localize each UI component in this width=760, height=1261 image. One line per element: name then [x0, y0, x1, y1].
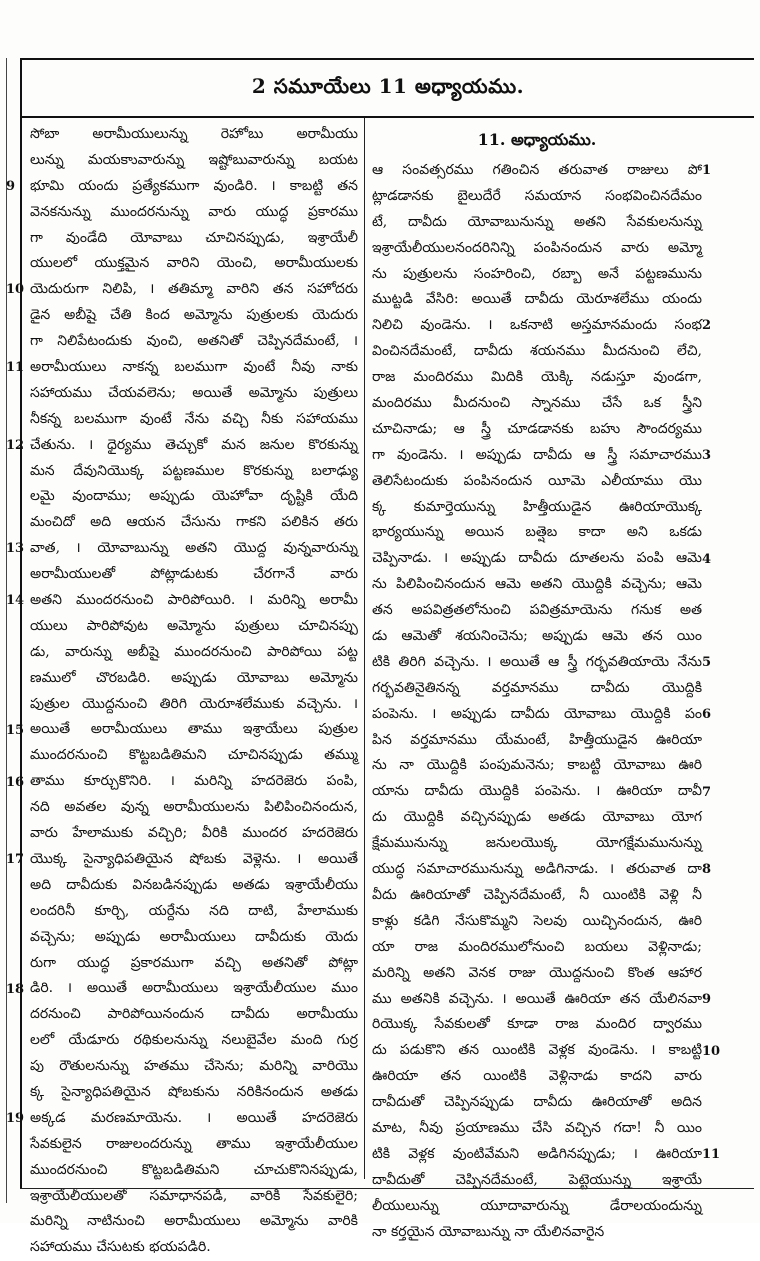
text-line: డు, వారున్ను అబీషై ముందరనుంచి పారిపోయి పట్ట — [30, 643, 358, 660]
text-line: భూమి యందు ప్రత్యేకముగా వుండిరి. ౹ కాబట్టి తన — [30, 177, 358, 194]
verse-number: 8 — [702, 862, 712, 878]
verse-number: 4 — [702, 551, 712, 567]
text-line: అరామీయులతో పోట్లాడుటకు చేరగానే వారు — [30, 566, 358, 583]
text-line: లీయులున్ను యూదావారున్ను డేరాలయందున్ను — [372, 1197, 702, 1214]
text-line: తెలిసేటందుకు పంపినందున యీమె ఎలీయాము యొ — [372, 472, 702, 489]
text-line: ఊరియా తన యింటికి వెళ్లినాడు కాదని వారు — [372, 1068, 702, 1085]
text-line: గా నిలిపేటందుకు వుంచి, అతనితో చెప్పినదేమంటే, ౹ — [30, 333, 358, 350]
text-line: సోబా అరామీయులున్ను రెహోబు అరామీయు — [30, 126, 358, 142]
text-line: లలో యేడూరు రథికులనున్ను నలుబైవేల మంది గుర్ర — [30, 1032, 358, 1049]
verse-number: 16 — [6, 774, 25, 790]
verse-number: 11 — [6, 360, 25, 376]
text-line: క్షేమమునున్ను జనులయొక్క యోగక్షేమమునున్ను — [372, 835, 702, 852]
text-line: యుద్ధ సమాచారమునున్ను అడిగినాడు. ౹ తరువాత దా — [372, 861, 702, 878]
verse-number: 18 — [6, 981, 25, 997]
text-line: డైన అబీషై చేతి కింద అమ్మోను పుత్రులకు యెదురు — [30, 307, 358, 324]
text-line: దరనుంచి పారిపోయినందున దావీదు అరామీయు — [30, 1006, 358, 1023]
verse-number: 13 — [6, 541, 25, 557]
text-line: రాజ మందిరము మిదికి యెక్కి నడుస్తూ వుండగా, — [372, 369, 702, 386]
text-line: అక్కడ మరణమాయెను. ౹ అయితే హదరెజెరు — [30, 1109, 358, 1126]
text-line: రియొక్క సేవకులతో కూడా రాజ మందిర ద్వారము — [372, 1016, 702, 1033]
text-line: మరిన్ని నాటినుంచి అరామీయులు అమ్మోను వారికి — [30, 1213, 358, 1230]
bottom-border-rule — [20, 1188, 754, 1189]
text-line: టికి వెళ్లక వుంటివేమని అడిగినప్పుడు; ౹ ఊరియా — [372, 1145, 702, 1162]
text-line: గా వుండెను. ౹ అప్పుడు దావీదు ఆ స్త్రీ సమాచారము — [372, 446, 702, 463]
text-line: గా వుండేది యోవాబు చూచినప్పుడు, ఇశ్రాయేలీ — [30, 229, 358, 246]
text-line: చూచినాడు; ఆ స్త్రీ చూడడానకు బహు సౌందర్యము — [372, 420, 702, 437]
verse-number: 5 — [702, 655, 712, 671]
text-line: లమై వుందాము; అప్పుడు యెహోవా దృష్టికి యేది — [30, 488, 358, 505]
outer-margin-rule — [6, 58, 7, 1203]
text-line: యులు పారిపోవుట అమ్మోను పుత్రులు చూచినప్పు — [30, 617, 358, 634]
text-line: సేవకులైన రాజులందరున్ను తాము ఇశ్రాయేలీయుల — [30, 1135, 358, 1152]
text-line: ను పిలిపించినందున ఆమె అతని యొద్దికి వచ్చెను; ఆమె — [372, 576, 702, 593]
text-line: ట్లాడడానకు బైలుదేరే సమయాన సంభవించినదేమం — [372, 187, 702, 204]
text-line: టే, దావీదు యోవాబునున్ను అతని సేవకులనున్ను — [372, 213, 702, 230]
chapter-heading: 11. అధ్యాయము. — [477, 130, 597, 149]
verse-number: 19 — [6, 1111, 25, 1127]
verse-number: 11 — [702, 1147, 721, 1163]
text-line: దు పడుకొని తన యింటికి వెళ్లక వుండెను. ౹ కాబట్టి — [372, 1042, 702, 1059]
text-line: క్క కుమార్తెయున్ను హిత్తీయుడైన ఊరియాయొక్క — [372, 498, 702, 515]
text-line: అతని ముందరనుంచి పారిపోయిరి. ౹ మరిన్ని అరామీ — [30, 592, 358, 609]
text-line: సహాయము చేయవలెను; అయితే అమ్మోను పుత్రులు — [30, 384, 358, 401]
text-line: లున్ను మయకాువారున్ను ఇష్టోబువారున్ను బయట — [30, 151, 358, 168]
text-line: ను నా యొద్దికి పంపుమనెను; కాబట్టి యోవాబు ఊరి — [372, 757, 702, 774]
text-line: కాళ్లు కడిగి నేసుకొమ్మని సెలవు యిచ్చినందున, ఊరి — [372, 912, 702, 929]
text-line: పిన వర్తమానము యేమంటే, హిత్తీయుడైన ఊరియా — [372, 731, 702, 748]
text-line: ఇశ్రాయేలీయులనందరినిన్ని పంపినందున వారు అమ్మో — [372, 239, 702, 256]
text-line: భార్యయున్ను అయిన బత్షెబ కాదా అని ఒకడు — [372, 524, 702, 541]
text-line: ముట్టడి వేసిరి: అయితే దావీదు యెరూశలేము యందు — [372, 291, 702, 308]
text-line: అయితే అరామీయులు తాము ఇశ్రాయేలు పుత్రుల — [30, 721, 358, 738]
text-line: మాట, నీవు ప్రయాణము చేసి వచ్చిన గదా! నీ యిం — [372, 1119, 702, 1136]
verse-number: 14 — [6, 593, 25, 609]
text-line: ను పుత్రులను సంహరించి, రబ్బా అనే పట్టణమును — [372, 265, 702, 282]
text-line: నిలిచి వుండెను. ౹ ఒకనాటి అస్తమానమందు సంభ — [372, 317, 702, 334]
column-divider — [364, 118, 365, 1179]
text-line: ముందరనుంచి కొట్టబడితిమని చూచుకొనినప్పుడు, — [30, 1161, 358, 1178]
text-line: తన అపవిత్రతలోనుంచి పవిత్రమాయెను గనుక అత — [372, 602, 702, 619]
text-line: పుత్రుల యొద్దనుంచి తిరిగి యెరూశలేముకు వచ్చెను. ౹ — [30, 695, 358, 712]
text-line: నది అవతల వున్న అరామీయులను పిలిపించినందున, — [30, 799, 358, 816]
text-line: సహాయము చేసుటకు భయపడిరి. — [30, 1239, 211, 1256]
left-text-column — [30, 122, 358, 1256]
text-line: దావీదుతో చెప్పినదేమంటే, పెట్టెయున్ను ఇశ్రాయే — [372, 1171, 702, 1188]
text-line: ఆ సంవత్సరము గతించిన తరువాత రాజులు పో — [372, 162, 702, 178]
text-line: డు ఆమెతో శయనించెను; అప్పుడు ఆమె తన యిం — [372, 628, 702, 645]
text-line: యులలో యుక్తమైన వారిని యెంచి, అరామీయులకు — [30, 255, 358, 272]
text-line: వారు హేలాముకు వచ్చిరి; వీరికి ముందర హదరెజెరు — [30, 825, 358, 842]
left-border-rule — [20, 58, 22, 1189]
text-line: దు యొద్దికి వచ్చినప్పుడు అతడు యోవాబు యోగ — [372, 809, 702, 826]
text-line: యాను దావీదు యొద్దికి పంపెను. ౹ ఊరియా దావీ — [372, 783, 702, 800]
text-line: ఇశ్రాయేలీయులతో సమాధానపడి, వారికి సేవకులైరి; — [30, 1187, 358, 1204]
text-line: ము అతనికి వచ్చెను. ౹ అయితే ఊరియా తన యేలినవా — [372, 990, 702, 1007]
text-line: ణములో చొరబడిరి. అప్పుడు యోవాబు అమ్మోను — [30, 669, 358, 686]
verse-number: 12 — [6, 437, 25, 453]
text-line: మన దేవునియొక్క పట్టణముల కొరకున్ను బలాఢ్యు — [30, 462, 358, 479]
text-line: ముందరనుంచి కొట్టబడితిమని చూచినప్పుడు తమ్ము — [30, 747, 358, 764]
right-text-column — [372, 122, 702, 1240]
text-line: తాము కూర్చుకొనిరి. ౹ మరిన్ని హదరెజెరు పంపి, — [30, 773, 358, 790]
text-line: మంచిదో అది ఆయన చేసును గాకని పలికిన తరు — [30, 514, 358, 531]
verse-number: 10 — [6, 282, 25, 298]
verse-number: 6 — [702, 706, 712, 722]
page-title: 2 సమూయేలు 11 అధ్యాయము. — [251, 73, 525, 98]
text-line: వీదు ఊరియాతో చెప్పినదేమంటే, నీ యింటికి వెళ్లి నీ — [372, 886, 702, 903]
verse-number: 17 — [6, 852, 25, 868]
page-header — [22, 60, 754, 118]
verse-number: 3 — [702, 447, 712, 463]
text-line: మరిన్ని అతని వెనక రాజు యొద్దనుంచి కొంత ఆహార — [372, 964, 702, 981]
text-line: యా రాజ మందిరములోనుంచి బయలు వెళ్లినాడు; — [372, 938, 702, 955]
text-line: నీకన్న బలముగా వుంటే నేను వచ్చి నీకు సహాయము — [30, 410, 358, 427]
verse-number: 9 — [6, 178, 16, 194]
text-line: నా కర్తయైన యోవాబున్ను నా యేలినవారైన — [372, 1223, 605, 1240]
text-line: వించినదేమంటే, దావీదు శయనము మీదనుంచి లేచి, — [372, 343, 702, 360]
text-line: మందిరము మీదనుంచి స్నానము చేసే ఒక స్త్రీని — [372, 395, 702, 412]
text-line: అరామీయులు నాకన్న బలముగా వుంటే నీవు నాకు — [30, 359, 358, 376]
verse-number: 15 — [6, 722, 25, 738]
verse-number: 7 — [702, 784, 712, 800]
text-line: పు రౌతులనున్ను హతము చేసెను; మరిన్ని వారియొ — [30, 1058, 358, 1075]
text-line: వెనకనున్ను ముందరనున్ను వారు యుద్ధ ప్రకారము — [30, 203, 358, 220]
text-line: అది దావీదుకు వినబడినప్పుడు అతడు ఇశ్రాయేలీయు — [30, 876, 358, 893]
text-line: యెదురుగా నిలిపి, ౹ తతిమ్మా వారిని తన సహోదరు — [30, 281, 358, 298]
text-line: డిరి. ౹ అయితే అరామీయులు ఇశ్రాయేలీయుల ముం — [30, 980, 358, 997]
text-line: వాత, ౹ యోవాబున్ను అతని యొద్ద వున్నవారున్ను — [30, 540, 358, 557]
text-line: దావీదుతో చెప్పినప్పుడు దావీదు ఊరియాతో అదిన — [372, 1094, 702, 1111]
text-line: వచ్చెను; అప్పుడు అరామీయులు దావీదుకు యెదు — [30, 928, 358, 945]
text-line: లందరినీ కూర్చి, యర్దేను నది దాటి, హేలాముకు — [30, 902, 358, 919]
verse-number: 10 — [702, 1043, 721, 1059]
verse-number: 9 — [702, 991, 712, 1007]
text-line: యొక్క సైన్యాధిపతియైన షోబకు వెళ్లెను. ౹ అయితే — [30, 850, 358, 867]
verse-number: 1 — [702, 163, 712, 178]
text-line: పంపెను. ౹ అప్పుడు దావీదు యోవాబు యొద్దికి పం — [372, 705, 702, 722]
text-line: రుగా యుద్ధ ప్రకారముగా వచ్చి అతనితో పోట్లా — [30, 954, 358, 971]
text-line: క్క సైన్యాధిపతియైన షోబకును నరికినందున అతడు — [30, 1083, 358, 1100]
text-line: గర్భవతినైతినన్న వర్తమానము దావీదు యొద్దికి — [372, 679, 702, 696]
text-line: చేతును. ౹ ధైర్యము తెచ్చుకో మన జనుల కొరకున్ను — [30, 436, 358, 453]
verse-number: 2 — [702, 318, 712, 334]
text-line: టికి తిరిగి వచ్చెను. ౹ అయితే ఆ స్త్రీ గర్భవతియాయె నేను — [372, 653, 702, 670]
text-line: చెప్పినాడు. ౹ అప్పుడు దావీదు దూతలను పంపి ఆమె — [372, 550, 702, 567]
